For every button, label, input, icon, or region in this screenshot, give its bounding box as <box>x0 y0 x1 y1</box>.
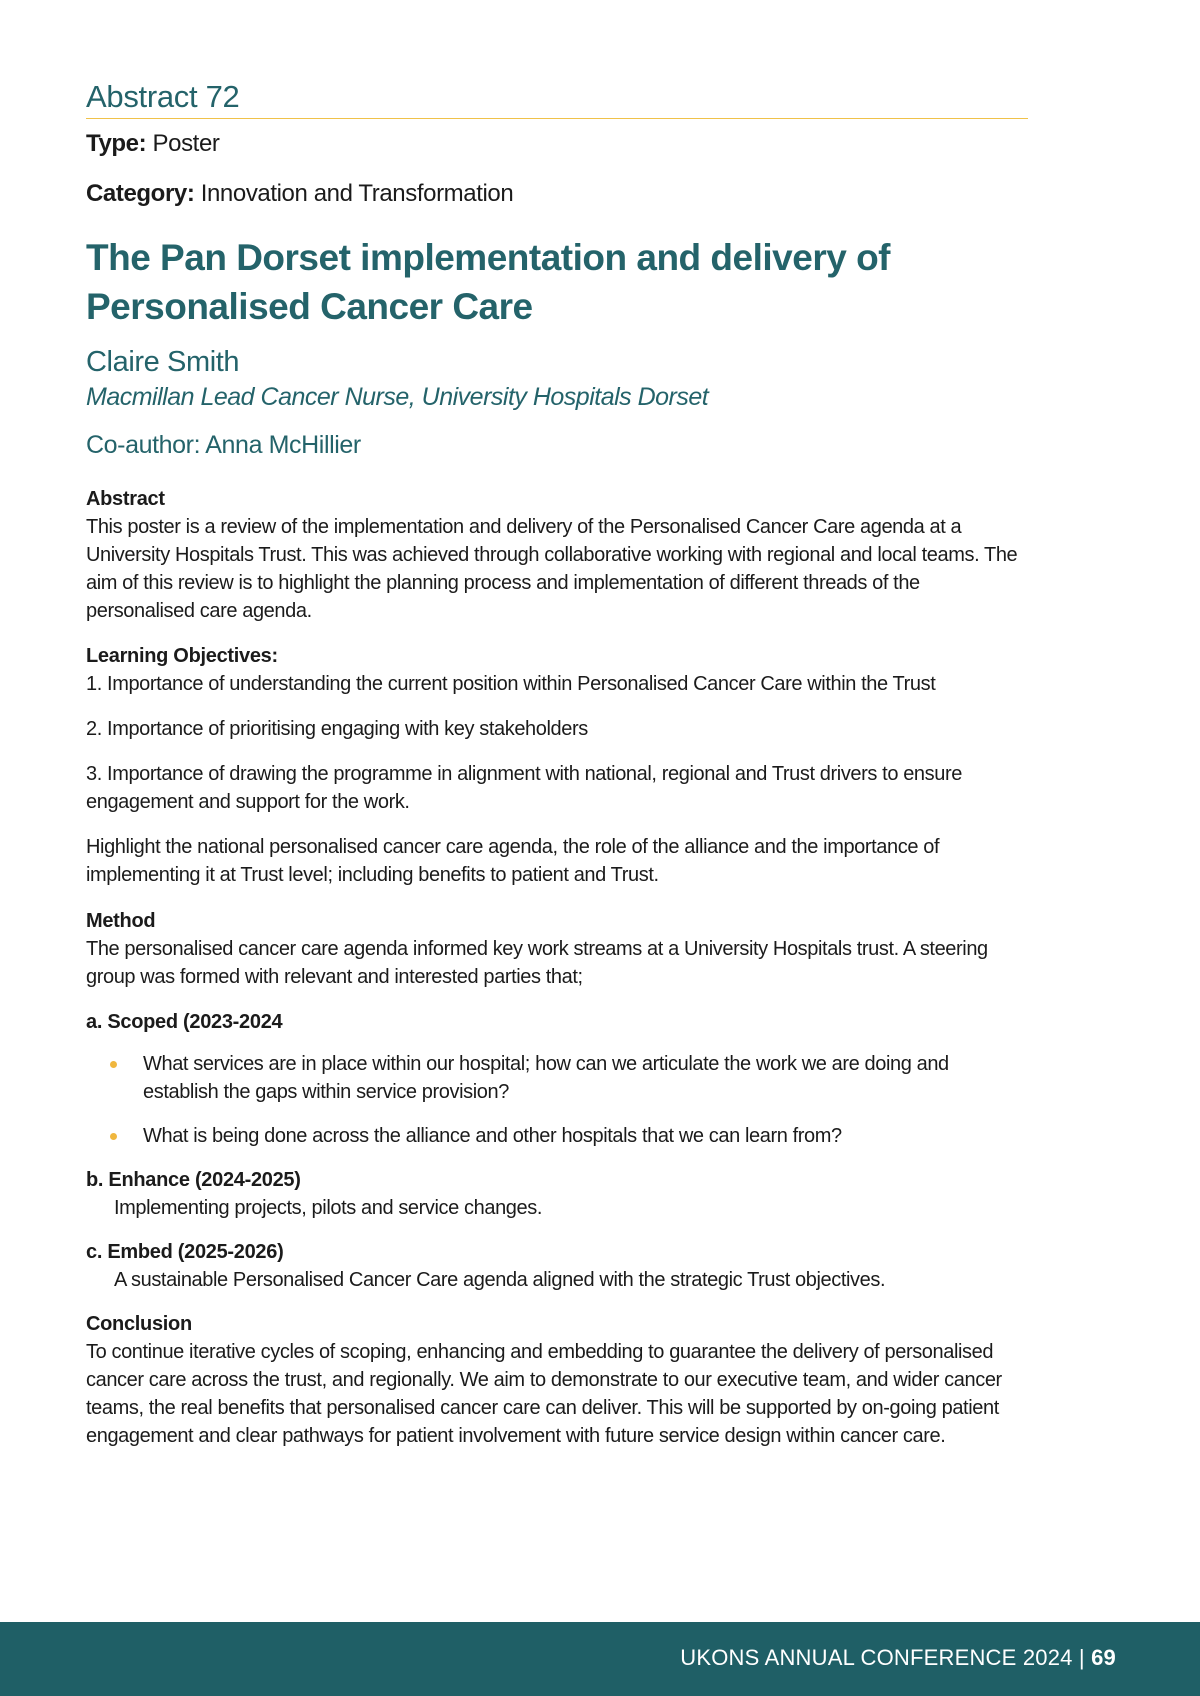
author-name: Claire Smith <box>86 346 240 378</box>
bullet-text: What is being done across the alliance and other hospitals that we can learn from? <box>143 1125 842 1147</box>
page-title <box>86 233 1028 331</box>
footer-bar <box>0 1622 1200 1696</box>
objectives-highlight: Highlight the national personalised cancer care agenda, the role of the alliance and the importance of implementing it at Trust level; including benefits to patient and Trust. <box>86 836 940 886</box>
title-line-2: Personalised Cancer Care <box>86 286 533 327</box>
phase-b-heading: b. Enhance (2024-2025) <box>86 1169 301 1191</box>
phase-a-bullets <box>86 1050 1028 1150</box>
list-item <box>86 1122 1028 1150</box>
bullet-dot-icon <box>110 1133 117 1140</box>
abstract-page <box>86 78 1028 1467</box>
phase-c-text: A sustainable Personalised Cancer Care agenda aligned with the strategic Trust objectives. <box>114 1269 886 1291</box>
coauthor: Co-author: Anna McHillier <box>86 431 361 459</box>
abstract-text: This poster is a review of the implementation and delivery of the Personalised Cancer Care agenda at a University Hospitals Trust. This was achieved through collaborative working with regional and local teams. The aim of this review is to highlight the planning process and implementation of different threads of the personalised care agenda. <box>86 516 1018 622</box>
phase-c-heading: c. Embed (2025-2026) <box>86 1241 284 1263</box>
conclusion-text: To continue iterative cycles of scoping, enhancing and embedding to guarantee the delivery of personalised cancer care across the trust, and regionally. We aim to demonstrate to our executive team, and wider cancer teams, the real benefits that personalised cancer care can deliver. This will be supported by on-going patient engagement and clear pathways for patient involvement with future service design within cancer care. <box>86 1341 1002 1447</box>
type-line <box>86 129 1028 159</box>
category-line <box>86 179 1028 209</box>
phase-b <box>86 1166 1028 1222</box>
author-role: Macmillan Lead Cancer Nurse, University Hospitals Dorset <box>86 383 709 411</box>
page-number: 69 <box>1091 1645 1116 1670</box>
method-intro: The personalised cancer care agenda informed key work streams at a University Hospitals trust. A steering group was formed with relevant and interested parties that; <box>86 938 988 988</box>
abstract-heading: Abstract <box>86 488 165 510</box>
learning-objectives-heading: Learning Objectives: <box>86 645 278 667</box>
phase-a-heading: a. Scoped (2023-2024 <box>86 1011 283 1033</box>
phase-a <box>86 1008 1028 1150</box>
title-line-1: The Pan Dorset implementation and delivery of <box>86 237 891 278</box>
method-heading: Method <box>86 910 156 932</box>
bullet-dot-icon <box>110 1061 117 1068</box>
objective-1: 1. Importance of understanding the current position within Personalised Cancer Care within the Trust <box>86 673 936 695</box>
footer-separator: | <box>1078 1645 1085 1670</box>
footer-text <box>680 1643 1116 1673</box>
phase-b-text: Implementing projects, pilots and service changes. <box>114 1197 543 1219</box>
category-label: Category: <box>86 180 195 207</box>
objective-3: 3. Importance of drawing the programme in alignment with national, regional and Trust drivers to ensure engagement and support for the work. <box>86 763 962 813</box>
conclusion-heading: Conclusion <box>86 1313 192 1335</box>
objective-2: 2. Importance of prioritising engaging with key stakeholders <box>86 718 588 740</box>
abstract-number: Abstract 72 <box>86 78 1028 119</box>
list-item <box>86 1050 1028 1106</box>
bullet-text: What services are in place within our hospital; how can we articulate the work we are doing and establish the gaps within service provision? <box>143 1053 949 1103</box>
type-label: Type: <box>86 130 147 157</box>
conference-name: UKONS ANNUAL CONFERENCE 2024 <box>680 1645 1073 1670</box>
phase-c <box>86 1238 1028 1294</box>
category-value: Innovation and Transformation <box>200 180 514 207</box>
type-value: Poster <box>152 130 220 157</box>
